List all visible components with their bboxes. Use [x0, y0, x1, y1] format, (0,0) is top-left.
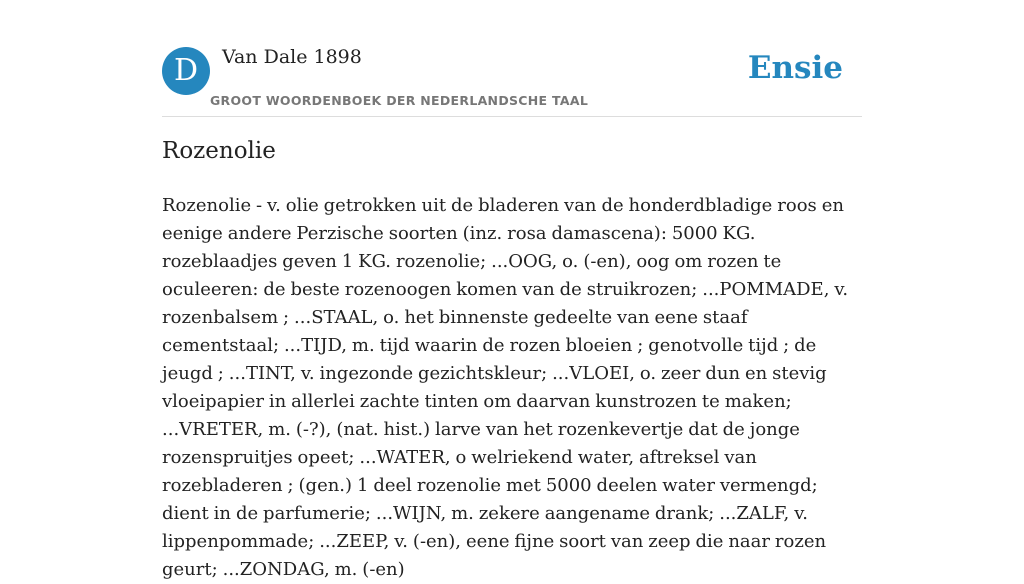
source-avatar[interactable]: D [162, 47, 210, 95]
source-header [162, 44, 862, 117]
ensie-logo[interactable]: Ensie [747, 50, 843, 86]
entry-definition: Rozenolie - v. olie getrokken uit de bladeren van de honderdbladige roos en eenige andere Perzische soorten (inz. rosa damascena): 5000 KG. rozeblaadjes geven 1 KG. rozenolie; ...OOG, o. (-en), oog om rozen te oculeeren: de beste rozenoogen komen van de struikrozen; ...POMMADE, v. rozenbalsem ; ...STAAL, o. het binnenste gedeelte van eene staaf cementstaal; ...TIJD, m. tijd waarin de rozen bloeien ; genotvolle tijd ; de jeugd ; ...TINT, v. ingezonde gezichtskleur; ...VLOEI, o. zeer dun en stevig vloeipapier in allerlei zachte tinten om daarvan kunstrozen te maken; ...VRETER, m. (-?), (nat. hist.) larve van het rozenkevertje dat de jonge rozenspruitjes opeet; ...WATER, o welriekend water, aftreksel van rozebladeren ; (gen.) 1 deel rozenolie met 5000 deelen water vermengd; dient in de parfumerie; ...WIJN, m. zekere aangename drank; ...ZALF, v. lippenpommade; ...ZEEP, v. (-en), eene fijne soort van zeep die naar rozen geurt; ...ZONDAG, m. (-en) [162, 195, 849, 580]
source-subtitle: GROOT WOORDENBOEK DER NEDERLANDSCHE TAAL [210, 93, 589, 108]
entry-title: Rozenolie [162, 138, 276, 164]
source-title[interactable]: Van Dale 1898 [222, 46, 362, 68]
